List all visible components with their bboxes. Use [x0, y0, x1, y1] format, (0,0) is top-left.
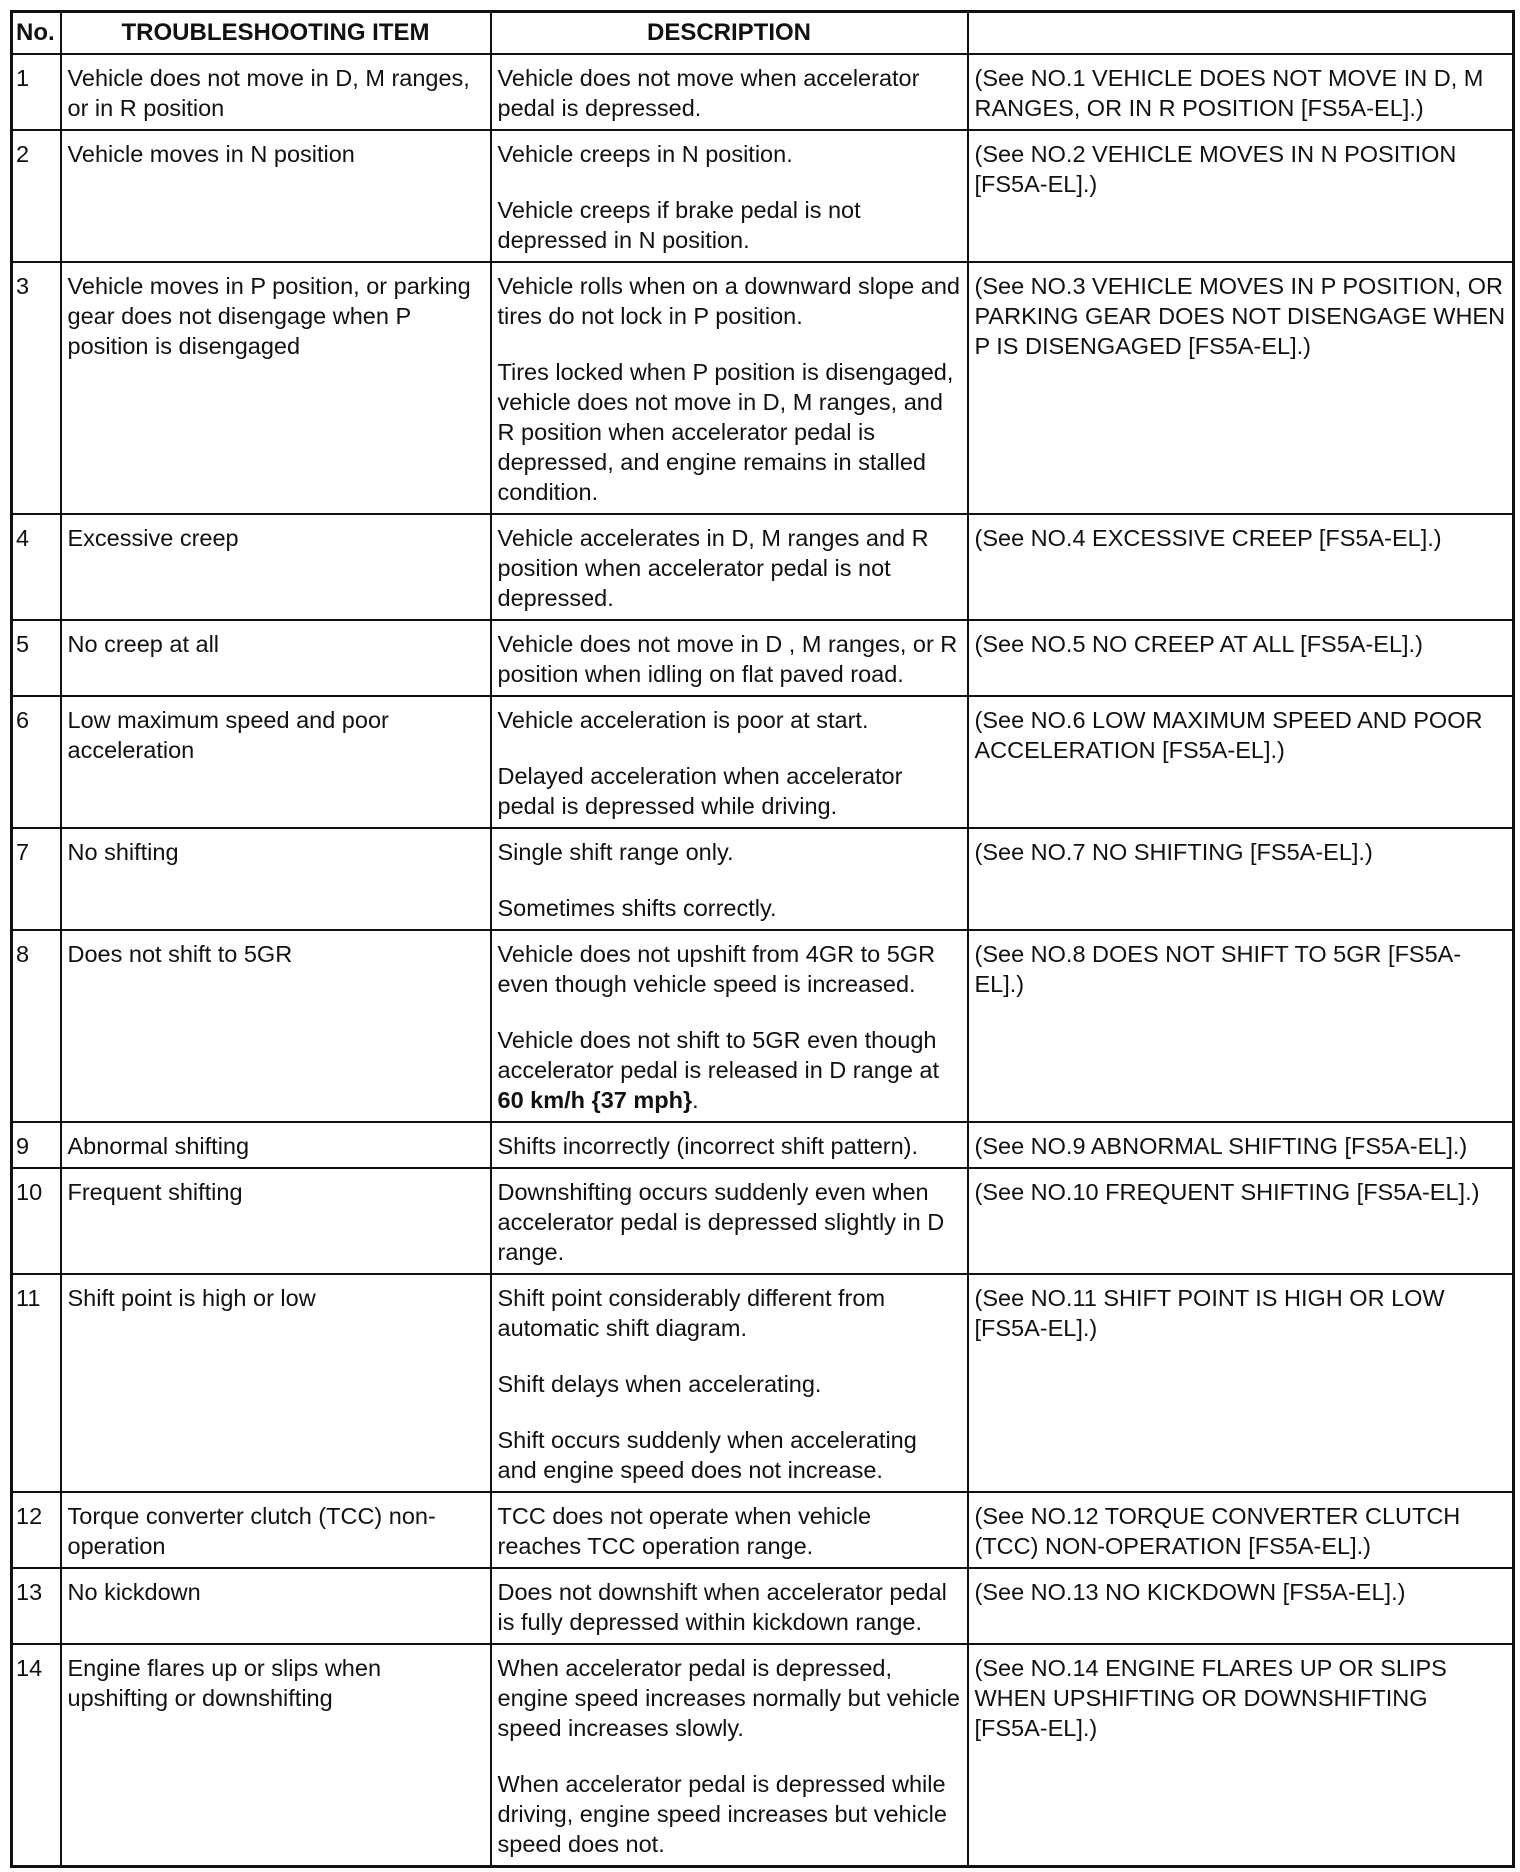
row-number: 1	[12, 54, 61, 130]
description-paragraph: Vehicle does not move when accelerator pedal is depressed.	[497, 65, 920, 121]
reference-link: (See NO.4 EXCESSIVE CREEP [FS5A-EL].)	[968, 514, 1514, 620]
description-cell	[491, 1492, 968, 1568]
reference-link: (See NO.3 VEHICLE MOVES IN P POSITION, OR PARKING GEAR DOES NOT DISENGAGE WHEN P IS DISENGAGED [FS5A-EL].)	[968, 262, 1514, 514]
header-reference	[968, 12, 1514, 55]
description-paragraph: Shift occurs suddenly when accelerating and engine speed does not increase.	[497, 1427, 917, 1483]
troubleshooting-item: No shifting	[61, 828, 491, 930]
reference-link: (See NO.11 SHIFT POINT IS HIGH OR LOW [FS5A-EL].)	[968, 1274, 1514, 1492]
description-paragraph: Vehicle does not upshift from 4GR to 5GR even though vehicle speed is increased.	[497, 941, 936, 997]
description-paragraph: TCC does not operate when vehicle reaches TCC operation range.	[497, 1503, 872, 1559]
row-number: 3	[12, 262, 61, 514]
description-cell	[491, 1168, 968, 1274]
description-paragraph: Vehicle creeps if brake pedal is not depressed in N position.	[497, 197, 861, 253]
table-row	[12, 1644, 1514, 1867]
description-text: Vehicle does not shift to 5GR even though accelerator pedal is released in D range at	[497, 1027, 940, 1083]
reference-link: (See NO.8 DOES NOT SHIFT TO 5GR [FS5A-EL].)	[968, 930, 1514, 1122]
description-paragraph: Vehicle creeps in N position.	[497, 141, 793, 167]
table-row	[12, 514, 1514, 620]
row-number: 10	[12, 1168, 61, 1274]
description-paragraph: Vehicle acceleration is poor at start.	[497, 707, 869, 733]
table-row	[12, 1274, 1514, 1492]
reference-link: (See NO.14 ENGINE FLARES UP OR SLIPS WHEN UPSHIFTING OR DOWNSHIFTING [FS5A-EL].)	[968, 1644, 1514, 1867]
row-number: 14	[12, 1644, 61, 1867]
description-paragraph: When accelerator pedal is depressed while driving, engine speed increases but vehicle speed does not.	[497, 1771, 947, 1857]
troubleshooting-item: Shift point is high or low	[61, 1274, 491, 1492]
table-row	[12, 54, 1514, 130]
row-number: 11	[12, 1274, 61, 1492]
description-cell	[491, 1274, 968, 1492]
description-paragraph: Vehicle rolls when on a downward slope and tires do not lock in P position.	[497, 273, 960, 329]
description-cell	[491, 262, 968, 514]
header-description: DESCRIPTION	[491, 12, 968, 55]
troubleshooting-item: Abnormal shifting	[61, 1122, 491, 1168]
reference-link: (See NO.5 NO CREEP AT ALL [FS5A-EL].)	[968, 620, 1514, 696]
troubleshooting-item: Vehicle moves in N position	[61, 130, 491, 262]
description-cell	[491, 1644, 968, 1867]
troubleshooting-item: Vehicle moves in P position, or parking gear does not disengage when P position is disengaged	[61, 262, 491, 514]
troubleshooting-table	[10, 10, 1515, 1868]
description-cell	[491, 130, 968, 262]
row-number: 4	[12, 514, 61, 620]
row-number: 7	[12, 828, 61, 930]
description-paragraph: Delayed acceleration when accelerator pedal is depressed while driving.	[497, 763, 903, 819]
header-no: No.	[12, 12, 61, 55]
table-row	[12, 262, 1514, 514]
description-paragraph: Sometimes shifts correctly.	[497, 895, 777, 921]
description-paragraph: Tires locked when P position is disengaged, vehicle does not move in D, M ranges, and R position when accelerator pedal is depressed, and engine remains in stalled condition.	[497, 359, 954, 505]
troubleshooting-item: Low maximum speed and poor acceleration	[61, 696, 491, 828]
row-number: 8	[12, 930, 61, 1122]
reference-link: (See NO.6 LOW MAXIMUM SPEED AND POOR ACCELERATION [FS5A-EL].)	[968, 696, 1514, 828]
description-cell	[491, 54, 968, 130]
row-number: 2	[12, 130, 61, 262]
troubleshooting-item: No creep at all	[61, 620, 491, 696]
row-number: 9	[12, 1122, 61, 1168]
description-paragraph: Does not downshift when accelerator pedal is fully depressed within kickdown range.	[497, 1579, 947, 1635]
troubleshooting-item: Excessive creep	[61, 514, 491, 620]
reference-link: (See NO.12 TORQUE CONVERTER CLUTCH (TCC) NON-OPERATION [FS5A-EL].)	[968, 1492, 1514, 1568]
description-cell	[491, 1568, 968, 1644]
troubleshooting-item: Does not shift to 5GR	[61, 930, 491, 1122]
troubleshooting-item: Vehicle does not move in D, M ranges, or in R position	[61, 54, 491, 130]
troubleshooting-item: Engine flares up or slips when upshifting or downshifting	[61, 1644, 491, 1867]
description-paragraph: When accelerator pedal is depressed, engine speed increases normally but vehicle speed increases slowly.	[497, 1655, 960, 1741]
description-paragraph: Shifts incorrectly (incorrect shift pattern).	[497, 1133, 919, 1159]
table-row	[12, 696, 1514, 828]
speed-value: 60 km/h {37 mph}	[497, 1087, 693, 1113]
description-cell	[491, 828, 968, 930]
description-cell	[491, 696, 968, 828]
description-paragraph: Single shift range only.	[497, 839, 734, 865]
table-row	[12, 930, 1514, 1122]
row-number: 5	[12, 620, 61, 696]
header-troubleshooting-item: TROUBLESHOOTING ITEM	[61, 12, 491, 55]
description-text: .	[692, 1087, 699, 1113]
table-row	[12, 1122, 1514, 1168]
reference-link: (See NO.7 NO SHIFTING [FS5A-EL].)	[968, 828, 1514, 930]
table-row	[12, 1492, 1514, 1568]
reference-link: (See NO.1 VEHICLE DOES NOT MOVE IN D, M RANGES, OR IN R POSITION [FS5A-EL].)	[968, 54, 1514, 130]
row-number: 13	[12, 1568, 61, 1644]
table-row	[12, 828, 1514, 930]
table-body	[12, 54, 1514, 1867]
description-paragraph: Shift delays when accelerating.	[497, 1371, 822, 1397]
table-row	[12, 620, 1514, 696]
reference-link: (See NO.10 FREQUENT SHIFTING [FS5A-EL].)	[968, 1168, 1514, 1274]
table-row	[12, 1168, 1514, 1274]
description-paragraph: Downshifting occurs suddenly even when accelerator pedal is depressed slightly in D range.	[497, 1179, 945, 1265]
description-paragraph	[498, 1025, 961, 1115]
reference-link: (See NO.2 VEHICLE MOVES IN N POSITION [FS5A-EL].)	[968, 130, 1514, 262]
row-number: 6	[12, 696, 61, 828]
reference-link: (See NO.13 NO KICKDOWN [FS5A-EL].)	[968, 1568, 1514, 1644]
troubleshooting-document	[10, 10, 1515, 1868]
description-cell	[491, 514, 968, 620]
description-cell	[491, 930, 968, 1122]
description-paragraph: Vehicle accelerates in D, M ranges and R position when accelerator pedal is not depressed.	[497, 525, 929, 611]
troubleshooting-item: No kickdown	[61, 1568, 491, 1644]
table-header-row	[12, 12, 1514, 55]
table-row	[12, 130, 1514, 262]
table-row	[12, 1568, 1514, 1644]
description-cell	[491, 620, 968, 696]
reference-link: (See NO.9 ABNORMAL SHIFTING [FS5A-EL].)	[968, 1122, 1514, 1168]
troubleshooting-item: Frequent shifting	[61, 1168, 491, 1274]
description-cell	[491, 1122, 968, 1168]
description-paragraph: Vehicle does not move in D , M ranges, or R position when idling on flat paved road.	[497, 631, 958, 687]
description-paragraph: Shift point considerably different from automatic shift diagram.	[497, 1285, 886, 1341]
row-number: 12	[12, 1492, 61, 1568]
troubleshooting-item: Torque converter clutch (TCC) non-operation	[61, 1492, 491, 1568]
